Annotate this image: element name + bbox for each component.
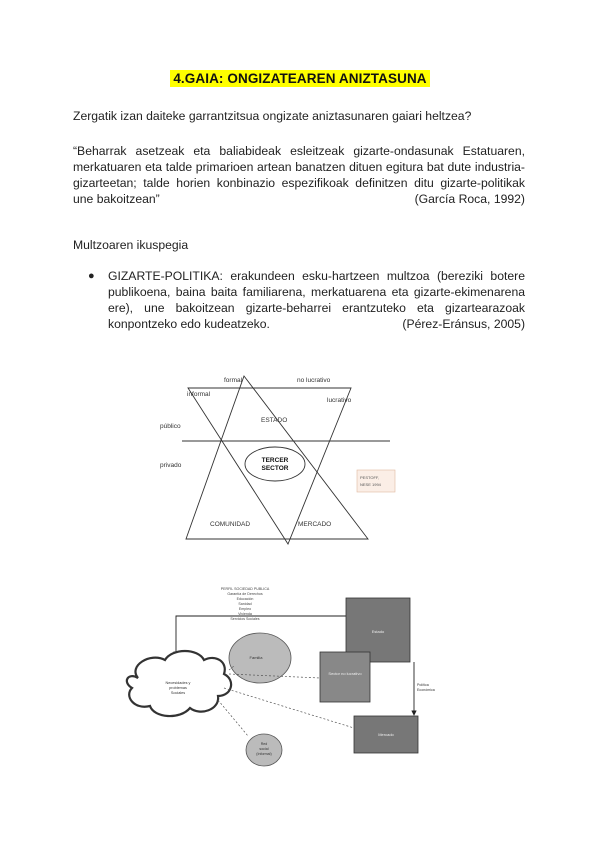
label-privado: privado [160,462,182,469]
label-no-lucrativo: no lucrativo [297,377,331,384]
sector-label: Sector no lucrativo [328,671,362,676]
label-estado: ESTADO [261,417,288,424]
label-publico: público [160,423,181,430]
label-sector: SECTOR [261,465,289,472]
quote-text: “Beharrak asetzeak eta baliabideak esleitzeak gizarte-ondasunak Estatuaren, merkatuaren eta talde primarioen artean banatzen dituen egitura bat dute industria-gizarteetan; talde horien konbinazio espezifikoak definitzen ditu gizarte-politikak une bakoitzean” [73,144,525,206]
red-label-3: (Informal) [256,752,272,756]
author-inset [357,470,395,492]
label-mercado: MERCADO [298,521,332,528]
tercer-sector-ellipse [245,447,305,481]
policy-line-5: Vivienda [238,612,252,616]
title-wrapper [0,70,600,88]
cloud-label-3: Sociales [170,691,186,695]
dashed-red-cloud [218,700,248,736]
policy-line-2: Educación [236,597,254,601]
policy-line-4: Empleo [238,607,252,611]
quote-citation: (García Roca, 1992) [414,192,525,206]
familia-label: Familia [249,655,263,660]
label-informal: informal [187,391,211,398]
policy-line-6: Servicios Sociales [230,617,260,621]
cloud-label-1: Necesidades y [165,681,191,685]
inset-line-1: PESTOFF, [360,475,380,480]
policy-line-1: Garantía de Derechos [227,592,263,596]
cloud-label-2: problemas [169,686,187,690]
label-comunidad: COMUNIDAD [210,521,251,528]
bullet-text: GIZARTE-POLITIKA: erakundeen esku-hartzeen multzoa (bereziki botere publikoena, baina baita familiarena, merkatuarena eta gizarte-ekimenarena ere), une bakoitzean gizarte-beharrei erantzuteko eta gizartearazoak konpontzeko edo kudeatzeko. [108,269,525,331]
section-heading: Multzoaren ikuspegia [73,238,189,252]
red-label-2: social [259,747,269,751]
red-label-1: Red [260,742,268,746]
welfare-triangle-diagram [150,372,400,547]
bullet-marker: ● [88,270,95,282]
mercado-label: Mercado [378,732,394,737]
policy-line-0: PERFIL SOCIEDAD PUBLICA [220,587,270,591]
sector-box [320,652,370,702]
label-formal: formal [224,377,243,384]
label-tercer: TERCER [261,457,289,464]
intro-question: Zergatik izan daiteke garrantzitsua ongizate aniztasunaren gaiari heltzea? [73,109,472,123]
welfare-actors-diagram [110,578,440,848]
policy-line-3: Sanidad [238,602,252,606]
label-lucrativo: lucrativo [327,397,352,404]
inset-line-2: NESE 1994 [360,482,381,487]
arrow-label-1: Política [417,683,429,687]
quote-block [73,143,525,207]
bullet-citation: (Pérez-Eránsus, 2005) [402,317,525,331]
bullet-item [108,268,525,332]
page-title: 4.GAIA: ONGIZATEAREN ANIZTASUNA [170,70,429,87]
arrow-label-2: Económica [417,688,435,692]
estado-label: Estado [371,629,385,634]
